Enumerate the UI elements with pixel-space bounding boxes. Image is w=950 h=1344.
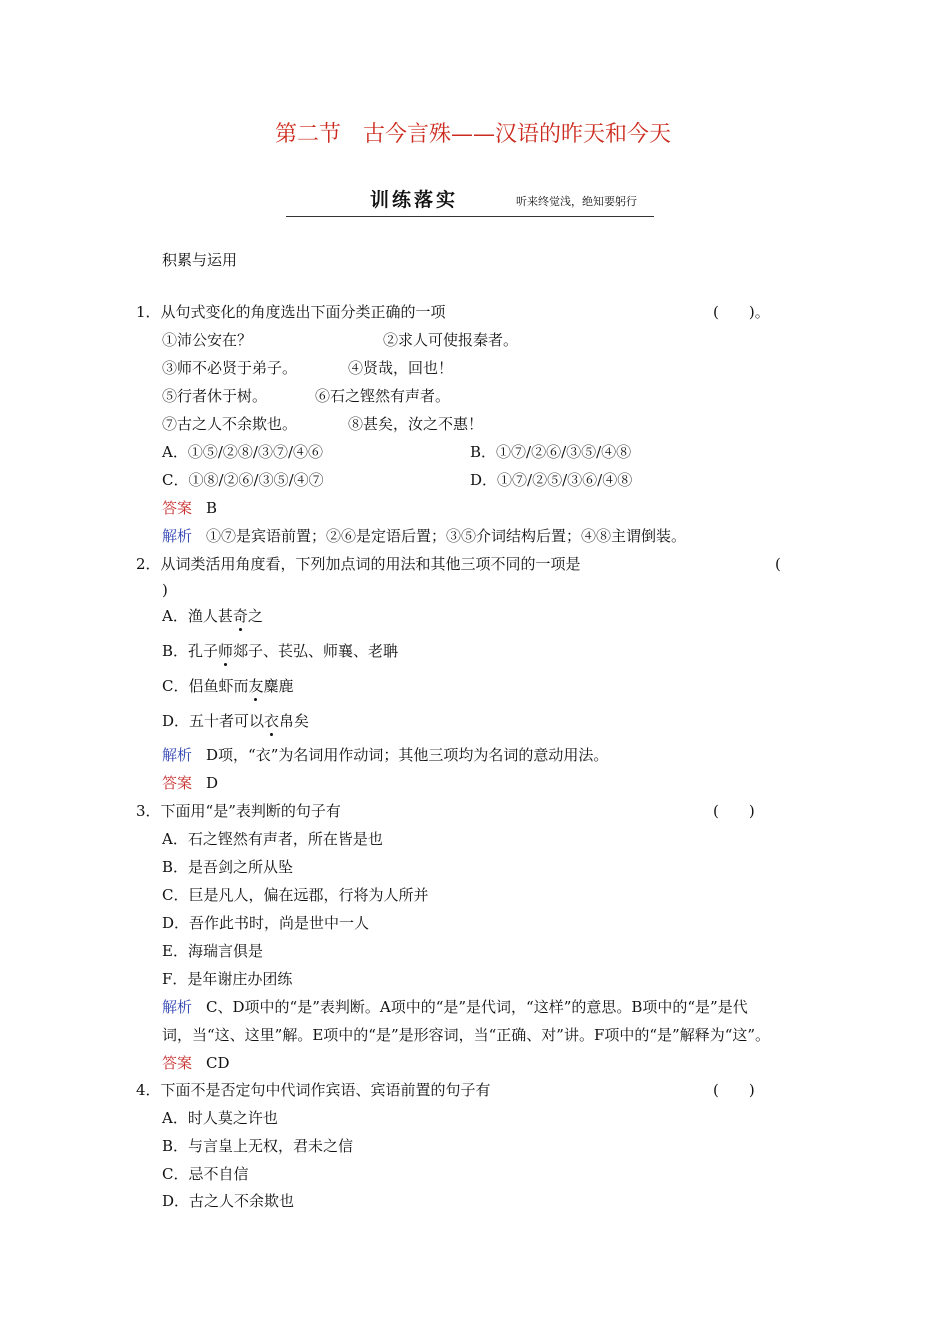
- q3-analysis-continued: 词，当“这、这里”解。E项中的“是”是形容词，当“正确、对”讲。F项中的“是”解释为“这”。: [162, 1026, 771, 1044]
- q2-option-d: [162, 711, 309, 731]
- q1-sentence: ①沛公安在？: [162, 331, 253, 349]
- q2-option-a: [162, 606, 263, 626]
- option-text: C．侣鱼虾而: [162, 677, 249, 695]
- q2-answer: [162, 773, 218, 793]
- answer-label: 答案: [162, 774, 193, 792]
- option-text: A．渔人甚: [162, 607, 233, 625]
- q1-stem: 1．从句式变化的角度选出下面分类正确的一项: [136, 303, 446, 321]
- analysis-text: ①⑦是宾语前置；②⑥是定语后置；③⑤介词结构后置；④⑧主谓倒装。: [206, 527, 687, 545]
- q3-option-c: C．巨是凡人，偏在远郡，行将为人所并: [162, 886, 429, 904]
- q2-analysis: [162, 745, 608, 765]
- banner-title: 训练落实: [370, 189, 459, 211]
- answer-value: D: [206, 774, 219, 792]
- q2-option-b: [162, 641, 398, 661]
- q3-stem: 3．下面用“是”表判断的句子有: [136, 802, 341, 820]
- section-heading: 积累与运用: [162, 251, 238, 269]
- q3-answer: [162, 1053, 230, 1073]
- analysis-label: 解析: [162, 527, 193, 545]
- q2-paren-close: ): [162, 581, 168, 599]
- answer-value: B: [206, 499, 218, 517]
- q1-paren: ( )。: [713, 303, 770, 321]
- q3-option-b: B．是吾剑之所从坠: [162, 858, 294, 876]
- option-text: D．五十者可以: [162, 712, 265, 730]
- q1-option-a: A．①⑤/②⑧/③⑦/④⑥: [162, 443, 323, 461]
- q4-option-c: C．忌不自信: [162, 1165, 249, 1183]
- q2-option-c: [162, 676, 294, 696]
- emphasis-dotted-word: 师: [218, 642, 234, 660]
- q1-option-d: D．①⑦/②⑤/③⑥/④⑧: [470, 471, 633, 489]
- option-text: 麋鹿: [263, 677, 294, 695]
- q1-sentence: ⑧甚矣，汝之不惠！: [348, 415, 484, 433]
- q1-sentence: ⑦古之人不余欺也。: [162, 415, 298, 433]
- q1-answer: [162, 498, 217, 518]
- option-text: 之: [247, 607, 263, 625]
- option-text: B．孔子: [162, 642, 219, 660]
- q3-option-d: D．吾作此书时，尚是世中一人: [162, 914, 370, 932]
- option-text: 帛矣: [279, 712, 310, 730]
- q4-option-a: A．时人莫之许也: [162, 1109, 278, 1127]
- answer-label: 答案: [162, 1054, 193, 1072]
- q1-sentence: ⑥石之铿然有声者。: [315, 387, 451, 405]
- analysis-text: D项，“衣”为名词用作动词；其他三项均为名词的意动用法。: [206, 746, 609, 764]
- emphasis-dotted-word: 衣: [264, 712, 280, 730]
- page-title: 第二节 古今言殊——汉语的昨天和今天: [275, 122, 672, 147]
- q1-sentence: ⑤行者休于树。: [162, 387, 268, 405]
- q4-option-b: B．与言皇上无权，君未之信: [162, 1137, 354, 1155]
- emphasis-dotted-word: 奇: [232, 607, 248, 625]
- analysis-label: 解析: [162, 746, 193, 764]
- q1-analysis: [162, 526, 686, 546]
- banner-rule: [286, 216, 654, 217]
- q3-option-f: F．是年谢庄办团练: [162, 970, 293, 988]
- option-text: 郯子、苌弘、师襄、老聃: [233, 642, 399, 660]
- q1-sentence: ③师不必贤于弟子。: [162, 359, 298, 377]
- q1-sentence: ④贤哉，回也！: [348, 359, 454, 377]
- q1-option-c: C．①⑧/②⑥/③⑤/④⑦: [162, 471, 324, 489]
- q3-analysis: [162, 997, 748, 1017]
- banner-subtitle: 听来终觉浅，绝知要躬行: [516, 195, 637, 208]
- emphasis-dotted-word: 友: [248, 677, 264, 695]
- q4-stem: 4．下面不是否定句中代词作宾语、宾语前置的句子有: [136, 1081, 491, 1099]
- q1-sentence: ②求人可使报秦者。: [383, 331, 519, 349]
- q2-stem: 2．从词类活用角度看，下列加点词的用法和其他三项不同的一项是: [136, 555, 581, 573]
- q3-option-e: E．海瑞言俱是: [162, 942, 263, 960]
- analysis-text: C、D项中的“是”表判断。A项中的“是”是代词，“这样”的意思。B项中的“是”是代: [206, 998, 748, 1016]
- q4-paren: ( ): [713, 1081, 755, 1099]
- answer-value: CD: [206, 1054, 230, 1072]
- q2-paren-open: (: [775, 555, 781, 573]
- answer-label: 答案: [162, 499, 193, 517]
- q1-option-b: B．①⑦/②⑥/③⑤/④⑧: [470, 443, 632, 461]
- analysis-label: 解析: [162, 998, 193, 1016]
- q4-option-d: D．古之人不余欺也: [162, 1192, 295, 1210]
- q3-paren: ( ): [713, 802, 755, 820]
- q3-option-a: A．石之铿然有声者，所在皆是也: [162, 830, 383, 848]
